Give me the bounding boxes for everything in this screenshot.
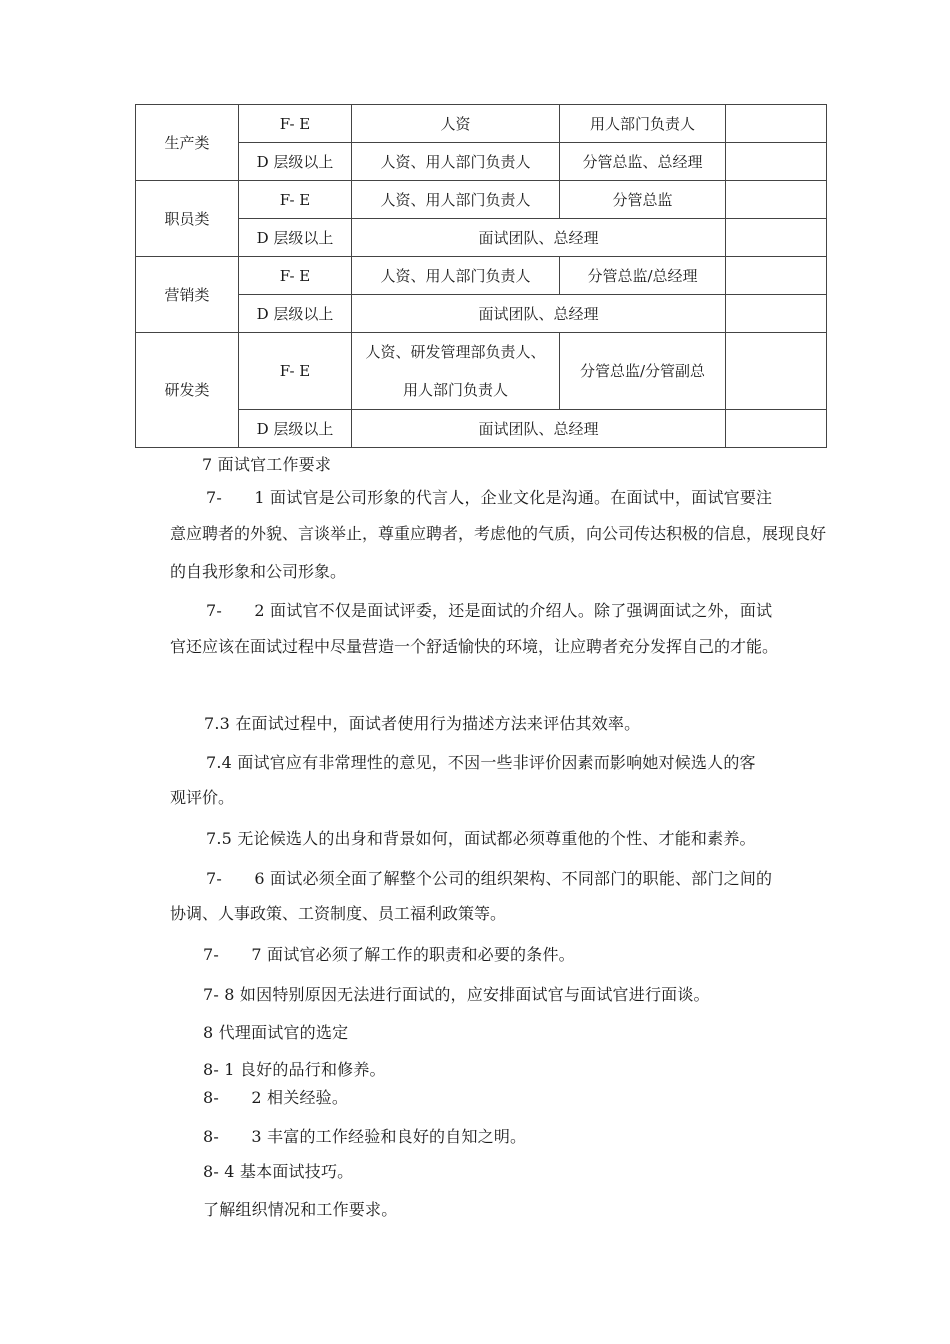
category-cell: 营销类	[136, 257, 239, 333]
approver-cell: 分管总监、总经理	[560, 143, 726, 181]
level-cell: D 层级以上	[239, 219, 352, 257]
approver-cell: 分管总监	[560, 181, 726, 219]
list-item: 8- 3 丰富的工作经验和良好的自知之明。	[203, 1127, 527, 1146]
paragraph: 观评价。	[170, 788, 235, 807]
paragraph: 7.3 在面试过程中，面试者使用行为描述方法来评估其效率。	[204, 714, 641, 733]
interviewer-cell: 人资、用人部门负责人	[352, 257, 560, 295]
table-row	[136, 333, 827, 410]
section-heading: 7 面试官工作要求	[202, 455, 332, 474]
empty-cell	[726, 143, 827, 181]
category-cell: 生产类	[136, 105, 239, 181]
level-cell: F- E	[239, 257, 352, 295]
interviewer-cell	[352, 333, 560, 410]
list-item: 8- 4 基本面试技巧。	[203, 1162, 354, 1181]
interviewer-cell: 人资、用人部门负责人	[352, 143, 560, 181]
paragraph-first-line: 7- 1 面试官是公司形象的代言人，企业文化是沟通。在面试中，面试官要注	[206, 488, 773, 507]
merged-interviewer-cell: 面试团队、总经理	[352, 219, 726, 257]
level-cell: F- E	[239, 181, 352, 219]
approver-cell: 用人部门负责人	[560, 105, 726, 143]
table-row	[136, 257, 827, 295]
table-row	[136, 219, 827, 257]
level-cell: F- E	[239, 105, 352, 143]
level-cell: D 层级以上	[239, 410, 352, 448]
paragraph-first-line: 7.4 面试官应有非常理性的意见，不因一些非评价因素而影响她对候选人的客	[206, 753, 756, 772]
merged-interviewer-cell: 面试团队、总经理	[352, 295, 726, 333]
paragraph: 7.5 无论候选人的出身和背景如何，面试都必须尊重他的个性、才能和素养。	[206, 829, 756, 848]
list-item: 了解组织情况和工作要求。	[203, 1200, 398, 1219]
paragraph: 官还应该在面试过程中尽量营造一个舒适愉快的环境，让应聘者充分发挥自己的才能。	[170, 637, 779, 656]
interviewer-line: 人资、研发管理部负责人、	[365, 343, 546, 361]
table-row	[136, 105, 827, 143]
approver-cell: 分管总监/分管副总	[560, 333, 726, 410]
table-row	[136, 410, 827, 448]
empty-cell	[726, 257, 827, 295]
paragraph-first-line: 7- 2 面试官不仅是面试评委，还是面试的介绍人。除了强调面试之外，面试	[206, 601, 773, 620]
approver-cell: 分管总监/总经理	[560, 257, 726, 295]
category-cell: 职员类	[136, 181, 239, 257]
paragraph: 协调、人事政策、工资制度、员工福利政策等。	[170, 904, 507, 923]
level-cell: D 层级以上	[239, 295, 352, 333]
empty-cell	[726, 181, 827, 219]
table-row	[136, 181, 827, 219]
empty-cell	[726, 295, 827, 333]
table-row	[136, 143, 827, 181]
empty-cell	[726, 410, 827, 448]
interviewer-cell: 人资	[352, 105, 560, 143]
level-cell: F- E	[239, 333, 352, 410]
section-heading: 8 代理面试官的选定	[203, 1023, 349, 1042]
list-item: 8- 1 良好的品行和修养。	[203, 1060, 386, 1079]
paragraph: 7- 8 如因特别原因无法进行面试的，应安排面试官与面试官进行面谈。	[203, 985, 710, 1004]
paragraph: 7- 7 面试官必须了解工作的职责和必要的条件。	[203, 945, 575, 964]
paragraph-first-line: 7- 6 面试必须全面了解整个公司的组织架构、不同部门的职能、部门之间的	[206, 869, 773, 888]
empty-cell	[726, 219, 827, 257]
level-cell: D 层级以上	[239, 143, 352, 181]
paragraph: 意应聘者的外貌、言谈举止，尊重应聘者，考虑他的气质，向公司传达积极的信息，展现良好的自我形象和公司形象。	[170, 524, 827, 581]
empty-cell	[726, 333, 827, 410]
empty-cell	[726, 105, 827, 143]
interviewer-table	[135, 104, 827, 448]
table-row	[136, 295, 827, 333]
merged-interviewer-cell: 面试团队、总经理	[352, 410, 726, 448]
list-item: 8- 2 相关经验。	[203, 1088, 349, 1107]
interviewer-line: 用人部门负责人	[402, 381, 508, 399]
category-cell: 研发类	[136, 333, 239, 448]
interviewer-cell: 人资、用人部门负责人	[352, 181, 560, 219]
